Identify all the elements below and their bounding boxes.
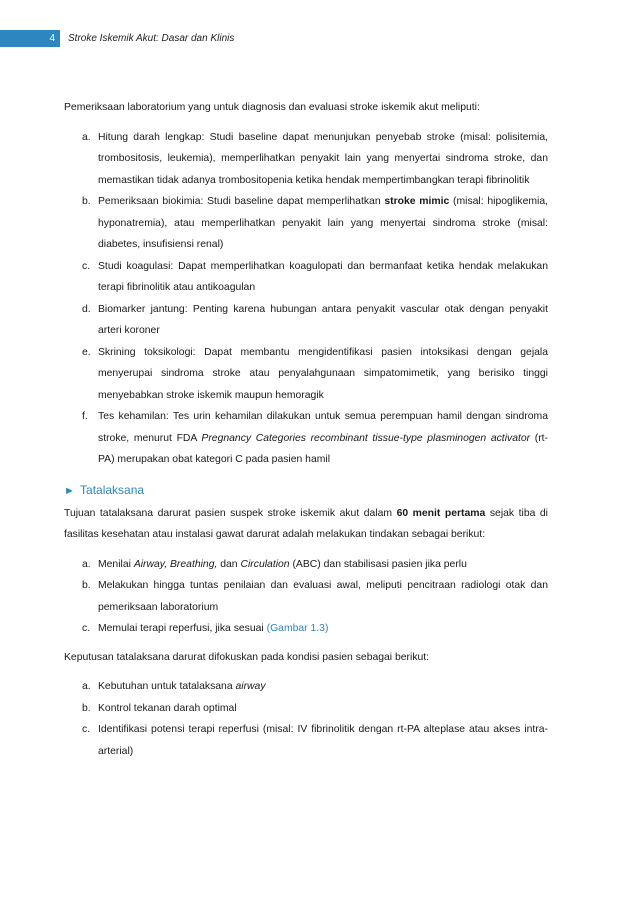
- list-item: b. Melakukan hingga tuntas penilaian dan evaluasi awal, meliputi pencitraan radiologi otak dan pemeriksaan laboratorium: [82, 580, 548, 613]
- keputusan-list: [64, 676, 548, 762]
- section-heading-tatalaksana: [64, 478, 548, 503]
- list-item: a. Menilai Airway, Breathing, dan Circulation (ABC) dan stabilisasi pasien jika perlu: [82, 558, 467, 570]
- tatalaksana-intro: Tujuan tatalaksana darurat pasien suspek stroke iskemik akut dalam 60 menit pertama sejak tiba di fasilitas kesehatan atau instalasi gawat darurat adalah melakukan tindakan sebagai berikut:: [64, 507, 548, 540]
- page-number-tab: [0, 30, 60, 47]
- running-title: Stroke Iskemik Akut: Dasar dan Klinis: [68, 33, 235, 44]
- list-item: d. Biomarker jantung: Penting karena hubungan antara penyakit vascular otak dengan penyakit arteri koroner: [82, 303, 548, 336]
- document-body: [64, 97, 548, 769]
- stroke-mimic-term: stroke mimic: [384, 196, 450, 207]
- tatalaksana-list: [64, 554, 548, 640]
- list-item: c. Memulai terapi reperfusi, jika sesuai (Gambar 1.3): [82, 623, 329, 634]
- lab-intro: Pemeriksaan laboratorium yang untuk diagnosis dan evaluasi stroke iskemik akut meliputi:: [64, 102, 480, 113]
- section-title: Tatalaksana: [80, 482, 145, 497]
- keputusan-intro: Keputusan tatalaksana darurat difokuskan pada kondisi pasien sebagai berikut:: [64, 651, 430, 663]
- figure-reference-link[interactable]: (Gambar 1.3): [266, 623, 329, 634]
- list-item: a. Hitung darah lengkap: Studi baseline dapat menunjukan penyebab stroke (misal: polisitemia, trombositosis, leukemia), memperlihatkan penyakit lain yang menyertai sindroma stroke, dan memastikan tidak adanya trombositopenia ketika hendak mempertimbangkan terapi fibrinolitik: [82, 131, 548, 186]
- page-number: 4: [49, 33, 55, 44]
- triangle-right-icon: ►: [64, 484, 75, 497]
- list-item: f. Tes kehamilan: Tes urin kehamilan dilakukan untuk semua perempuan hamil dengan sindroma stroke, menurut FDA Pregnancy Categories recombinant tissue-type plasminogen activator (rt-PA) merupakan obat kategori C pada pasien hamil: [82, 411, 549, 465]
- list-item: c. Studi koagulasi: Dapat memperlihatkan koagulopati dan bermanfaat ketika hendak melakukan terapi fibrinolitik atau antikoagulan: [82, 260, 548, 293]
- list-item: e. Skrining toksikologi: Dapat membantu mengidentifikasi pasien intoksikasi dengan gejala menyerupai sindroma stroke atau penyalahgunaan simpatomimetik, yang berisiko tinggi menyebabkan stroke iskemik maupun hemoragik: [82, 346, 548, 401]
- list-item: c. Identifikasi potensi terapi reperfusi (misal: IV fibrinolitik dengan rt-PA alteplase atau akses intra-arterial): [82, 724, 548, 757]
- list-item: b. Kontrol tekanan darah optimal: [82, 702, 237, 714]
- list-item: b. Pemeriksaan biokimia: Studi baseline dapat memperlihatkan stroke mimic (misal: hipoglikemia, hyponatremia), atau memperlihatkan penyakit lain yang menyertai sindroma stroke (misal: diabetes, insufisiensi renal): [82, 196, 548, 250]
- list-item: a. Kebutuhan untuk tatalaksana airway: [82, 681, 266, 692]
- page-header: [0, 30, 638, 47]
- lab-list: [64, 127, 548, 471]
